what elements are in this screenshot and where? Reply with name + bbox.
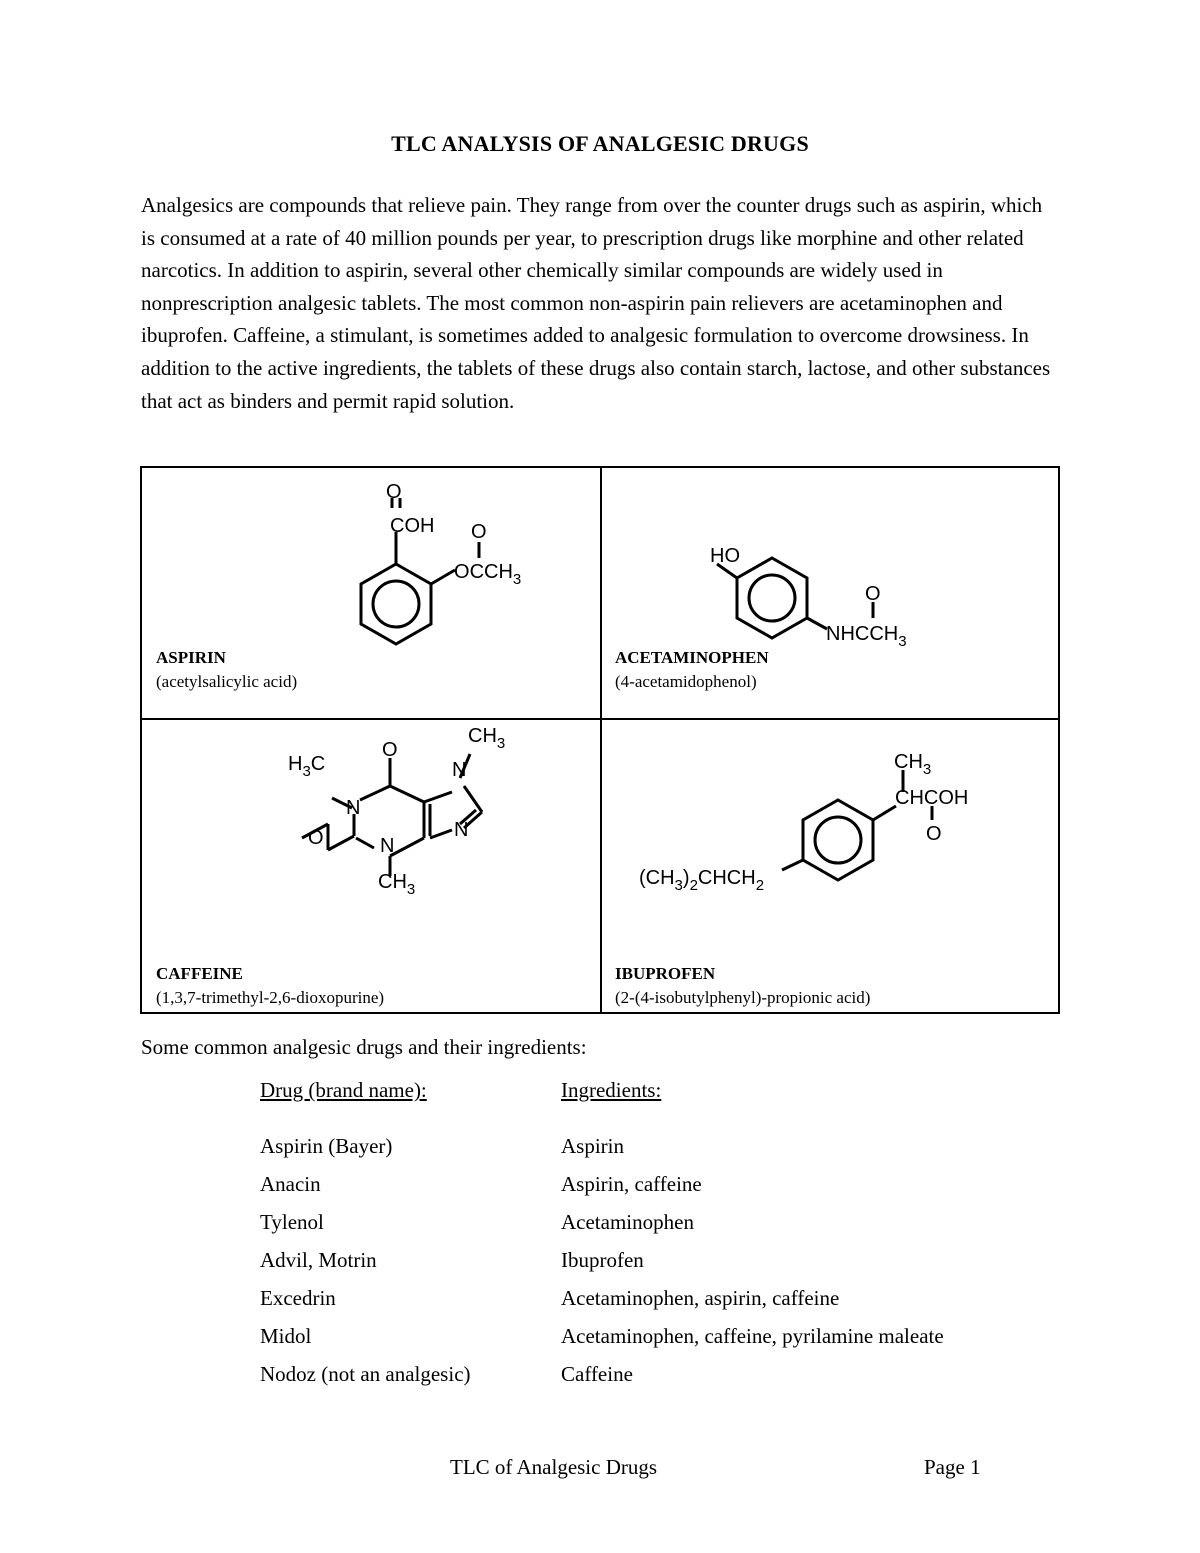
drug-column-header: Drug (brand name):: [260, 1078, 427, 1102]
acetaminophen-nhcch3: $NHCCH_3$: [826, 623, 907, 650]
drug-name: Midol: [260, 1324, 312, 1348]
caffeine-name: CAFFEINE: [156, 964, 243, 983]
caffeine-n7: N: [452, 759, 467, 781]
ibuprofen-chcoh: CHCOH: [895, 787, 969, 809]
drug-ingredients: Aspirin: [561, 1134, 624, 1158]
acetaminophen-iupac: (4-acetamidophenol): [615, 672, 757, 691]
caffeine-cell: [142, 720, 600, 1012]
drug-name: Excedrin: [260, 1286, 336, 1310]
drug-name: Anacin: [260, 1172, 321, 1196]
acetaminophen-caption: [615, 646, 769, 694]
caffeine-h3c: $H_3C$: [288, 753, 326, 780]
drug-name: Advil, Motrin: [260, 1248, 377, 1272]
drug-ingredients: Aspirin, caffeine: [561, 1172, 702, 1196]
drug-name: Nodoz (not an analgesic): [260, 1362, 471, 1386]
caffeine-o-left: O: [308, 827, 324, 849]
caffeine-n9: N: [454, 819, 469, 841]
intro-paragraph: Analgesics are compounds that relieve pain. They range from over the counter drugs such as aspirin, which is consumed at a rate of 40 million pounds per year, to prescription drugs like morphine and other related narcotics. In addition to aspirin, several other chemically similar compounds are widely used in nonprescription analgesic tablets. The most common non-aspirin pain relievers are acetaminophen and ibuprofen. Caffeine, a stimulant, is sometimes added to analgesic formulation to overcome drowsiness. In addition to the active ingredients, the tablets of these drugs also contain starch, lactose, and other substances that act as binders and permit rapid solution.: [141, 193, 1051, 413]
drug-ingredients: Acetaminophen: [561, 1210, 694, 1234]
ibuprofen-o: O: [926, 823, 942, 845]
drug-ingredients: Ibuprofen: [561, 1248, 644, 1272]
ibuprofen-caption: [615, 962, 870, 1010]
caffeine-caption: [156, 962, 384, 1010]
acetaminophen-cell: [602, 468, 1058, 718]
drug-name: Aspirin (Bayer): [260, 1134, 393, 1158]
acetaminophen-o: O: [865, 583, 881, 605]
aspirin-cell: [142, 468, 600, 718]
caffeine-ch3-top: $CH_3$: [468, 725, 506, 752]
acetaminophen-name: ACETAMINOPHEN: [615, 648, 769, 667]
caffeine-iupac: (1,3,7-trimethyl-2,6-dioxopurine): [156, 988, 385, 1007]
acetaminophen-ho: HO: [710, 545, 740, 567]
drug-ingredients: Caffeine: [561, 1362, 633, 1386]
page-number: Page 1: [924, 1455, 981, 1479]
aspirin-caption: [156, 646, 297, 694]
caffeine-ch3-bottom: $CH_3$: [378, 871, 416, 898]
aspirin-o-acetyl: O: [471, 521, 487, 543]
aspirin-iupac: (acetylsalicylic acid): [156, 672, 298, 691]
ingredients-column-header: Ingredients:: [561, 1078, 662, 1102]
aspirin-o-top: O: [386, 481, 402, 503]
caffeine-o-top: O: [382, 739, 398, 761]
caffeine-n3: N: [380, 835, 395, 857]
ibuprofen-iupac: (2-(4-isobutylphenyl)-propionic acid): [615, 988, 871, 1007]
structures-grid: [140, 466, 1060, 1014]
aspirin-name: ASPIRIN: [156, 648, 226, 667]
aspirin-coh: COH: [390, 515, 435, 537]
ibuprofen-cell: [602, 720, 1058, 1012]
footer-title: TLC of Analgesic Drugs: [450, 1455, 658, 1479]
drug-ingredients: Acetaminophen, aspirin, caffeine: [561, 1286, 840, 1310]
ibuprofen-isobutyl: $(CH_3)_2CHCH_2$: [639, 867, 765, 894]
aspirin-ester: $OCCH_3$: [454, 561, 522, 588]
ibuprofen-ch3: $CH_3$: [894, 751, 932, 778]
ibuprofen-name: IBUPROFEN: [615, 964, 716, 983]
drug-name: Tylenol: [260, 1210, 324, 1234]
drug-ingredients: Acetaminophen, caffeine, pyrilamine maleate: [561, 1324, 944, 1348]
ingredients-lead: Some common analgesic drugs and their ingredients:: [141, 1035, 587, 1059]
page-title: TLC ANALYSIS OF ANALGESIC DRUGS: [391, 131, 809, 156]
caffeine-n1: N: [346, 797, 361, 819]
